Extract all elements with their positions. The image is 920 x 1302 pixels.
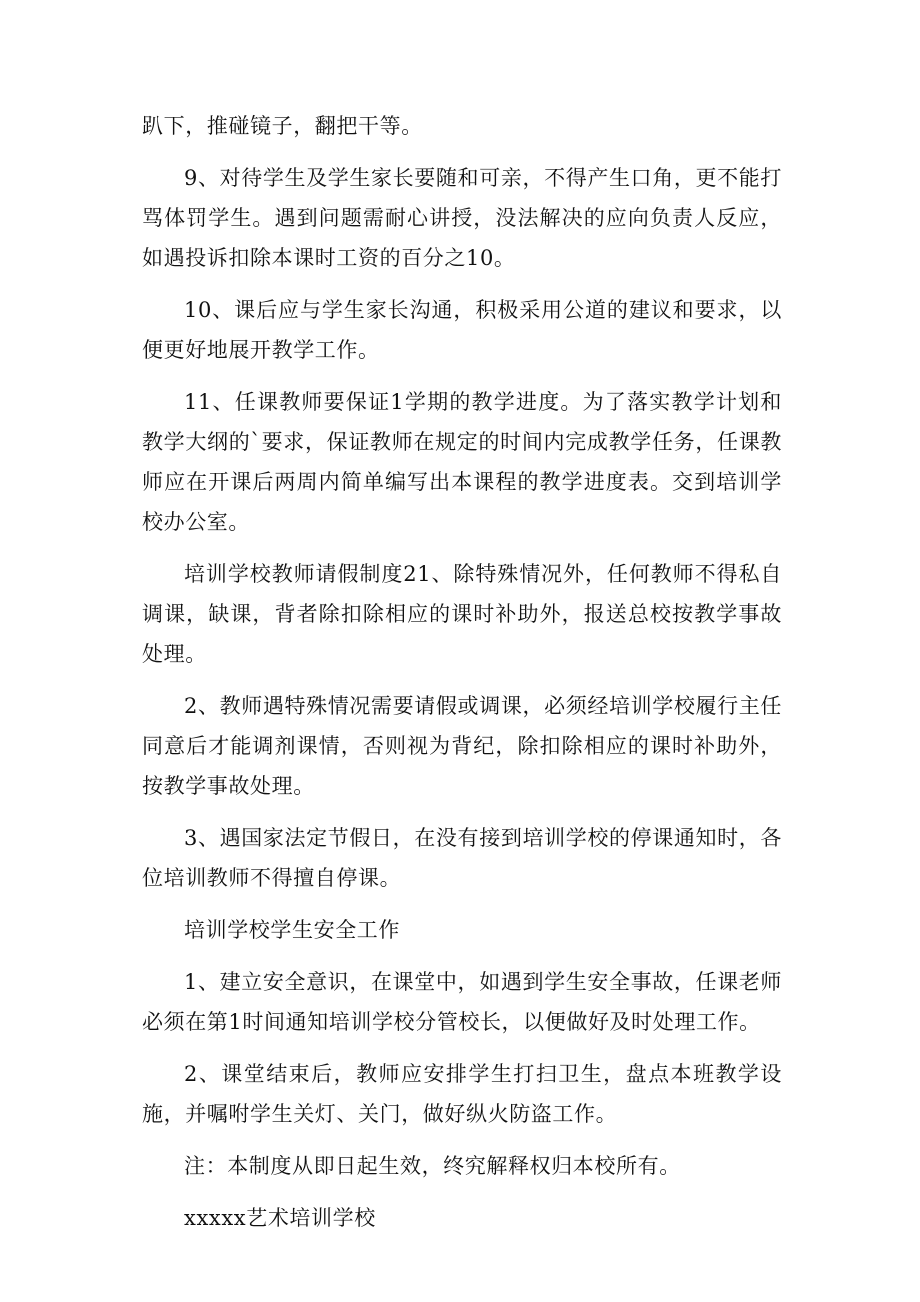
paragraph-leave-rule-3: 3、遇国家法定节假日，在没有接到培训学校的停课通知时，各位培训教师不得擅自停课。	[142, 826, 782, 890]
paragraph-rule-9: 9、对待学生及学生家长要随和可亲，不得产生口角，更不能打骂体罚学生。遇到问题需耐心讲授，没法解决的应向负责人反应，如遇投诉扣除本课时工资的百分之10。	[142, 166, 782, 270]
paragraph-continuation: 趴下，推碰镜子，翻把干等。	[142, 114, 423, 138]
paragraph-safety-rule-2: 2、课堂结束后，教师应安排学生打扫卫生，盘点本班教学设施，并嘱咐学生关灯、关门，做好纵火防盗工作。	[142, 1062, 782, 1126]
section-heading-safety: 培训学校学生安全工作	[184, 918, 400, 942]
paragraph-safety-rule-1: 1、建立安全意识，在课堂中，如遇到学生安全事故，任课老师必须在第1时间通知培训学校分管校长，以便做好及时处理工作。	[142, 970, 782, 1034]
paragraph-signature: xxxxx艺术培训学校	[184, 1206, 376, 1230]
document-body	[142, 106, 782, 1250]
paragraph-leave-rule-2: 2、教师遇特殊情况需要请假或调课，必须经培训学校履行主任同意后才能调剂课情，否则视为背纪，除扣除相应的课时补助外，按教学事故处理。	[142, 694, 782, 798]
paragraph-rule-10: 10、课后应与学生家长沟通，积极采用公道的建议和要求，以便更好地展开教学工作。	[142, 298, 782, 362]
paragraph-note: 注：本制度从即日起生效，终究解释权归本校所有。	[184, 1154, 681, 1178]
paragraph-rule-11: 11、任课教师要保证1学期的教学进度。为了落实教学计划和教学大纲的`要求，保证教师在规定的时间内完成教学任务，任课教师应在开课后两周内简单编写出本课程的教学进度表。交到培训学校办公室。	[142, 390, 782, 534]
paragraph-leave-rule-1: 培训学校教师请假制度21、除特殊情况外，任何教师不得私自调课，缺课，背者除扣除相应的课时补助外，报送总校按教学事故处理。	[142, 562, 782, 666]
